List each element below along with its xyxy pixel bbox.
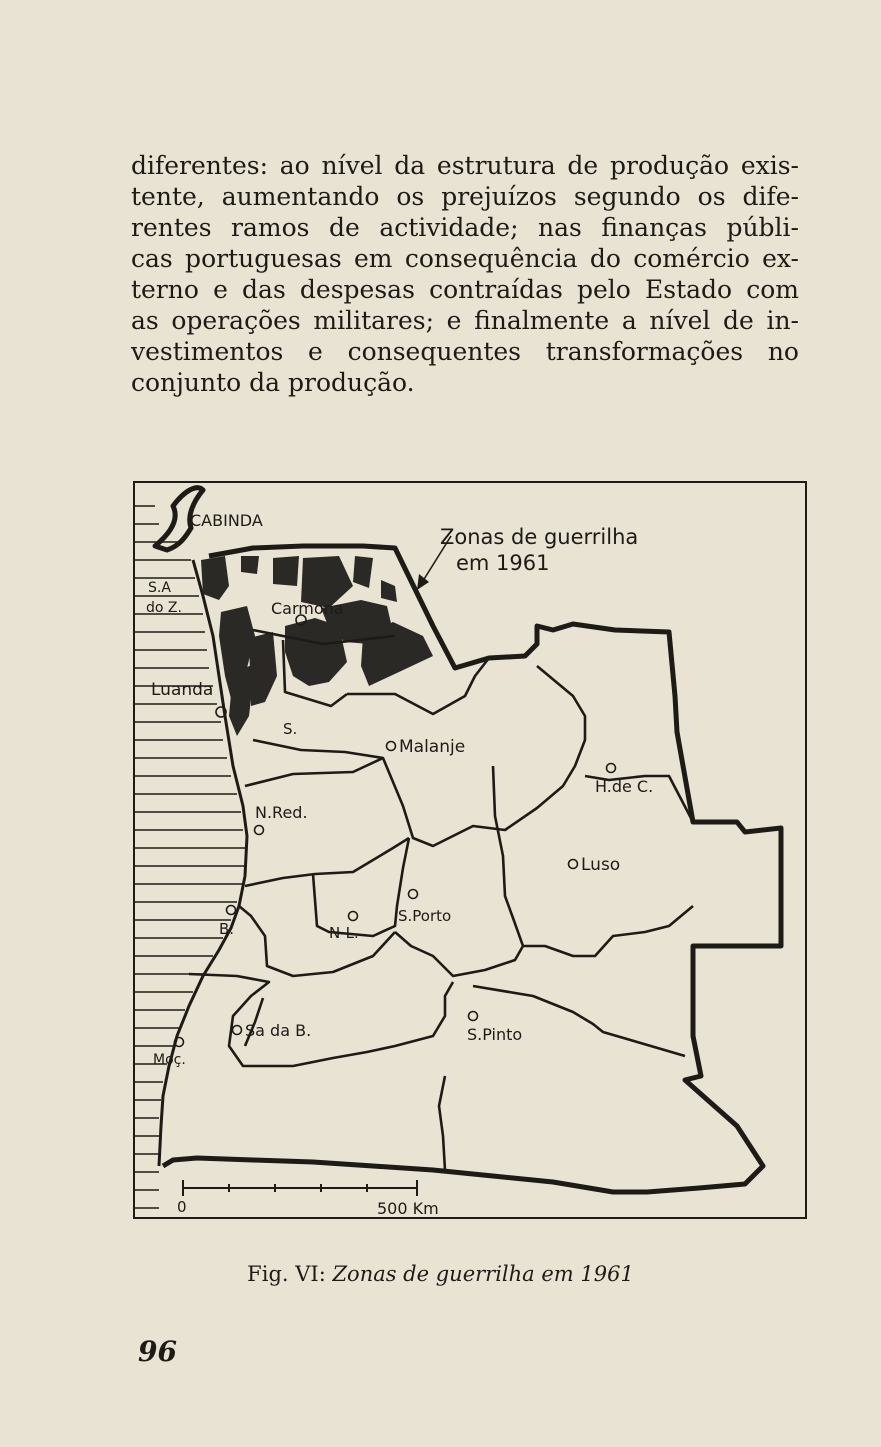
caption-title: Zonas de guerrilha em 1961 (332, 1262, 634, 1286)
label-benguela: B. (219, 920, 235, 938)
paragraph-line: conjunto da produção. (131, 368, 415, 397)
guerrilla-zones (201, 556, 433, 736)
legend-title-line2: em 1961 (456, 551, 550, 575)
caption-prefix: Fig. VI: (247, 1262, 333, 1286)
internal-borders (189, 630, 693, 1170)
label-sa-line1: S.A (148, 580, 171, 596)
label-henrique-carvalho: H.de C. (595, 777, 654, 796)
label-luso: Luso (581, 855, 621, 875)
figure-caption (0, 1262, 881, 1286)
scale-bar (183, 1180, 417, 1196)
angola-guerrilla-map (133, 476, 809, 1221)
paragraph-line: rentes ramos de actividade; nas finanças públi- (131, 213, 799, 242)
label-novo-redondo: N.Red. (255, 803, 308, 822)
paragraph-line: vestimentos e consequentes transformações no (131, 337, 799, 366)
label-cabinda: CABINDA (190, 511, 263, 530)
scale-max: 500 Km (377, 1199, 439, 1218)
label-nova-lisboa: N-L. (329, 924, 359, 942)
map-border (134, 482, 806, 1218)
paragraph-line: diferentes: ao nível da estrutura de produção exis- (131, 151, 799, 180)
label-silva-porto: S.Porto (398, 907, 452, 925)
label-carmona: Carmona (271, 599, 344, 618)
label-sa-da-bandeira: Sa da B. (245, 1021, 312, 1040)
label-luanda: Luanda (151, 680, 214, 700)
label-sa-line2: do Z. (146, 600, 182, 616)
label-malanje: Malanje (399, 737, 466, 757)
label-mocamedes: Moç. (153, 1052, 186, 1068)
page-number: 96 (138, 1335, 177, 1368)
legend-title-line1: Zonas de guerrilha (440, 525, 639, 549)
label-salazar: S. (283, 720, 298, 738)
scale-zero: 0 (177, 1198, 187, 1216)
paragraph-line: as operações militares; e finalmente a nível de in- (131, 306, 799, 335)
paragraph-line: cas portuguesas em consequência do comércio ex- (131, 244, 799, 273)
paragraph-line: terno e das despesas contraídas pelo Estado com (131, 275, 799, 304)
paragraph-line: tente, aumentando os prejuízos segundo os dife- (131, 182, 799, 211)
label-serpa-pinto: S.Pinto (467, 1025, 523, 1044)
body-paragraph (131, 150, 799, 398)
